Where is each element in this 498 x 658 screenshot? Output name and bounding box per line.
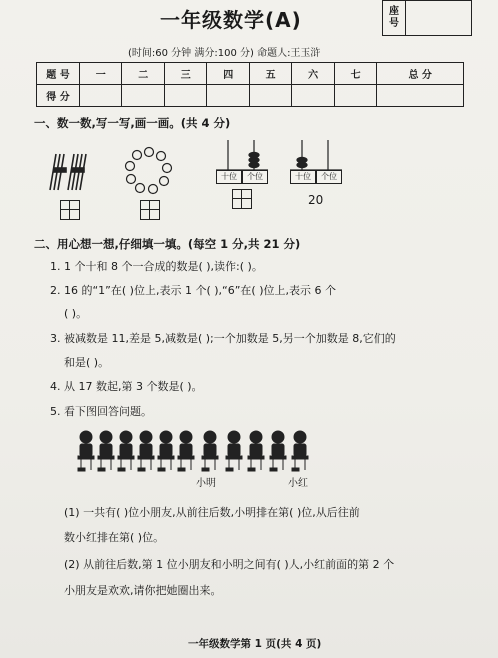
score-header-cell: 三 [164, 63, 206, 85]
section1-heading: 一、数一数,写一写,画一画。(共 4 分) [34, 116, 231, 130]
question-3-line1: 3. 被减数是 11,差是 5,减数是( );一个加数是 5,另一个加数是 8,它们的 [50, 332, 396, 345]
score-header-cell: 五 [249, 63, 291, 85]
score-header-cell: 六 [292, 63, 334, 85]
score-cell[interactable] [80, 85, 122, 107]
page-footer: 一年级数学第 1 页(共 4 页) [188, 638, 322, 650]
score-cell[interactable] [207, 85, 249, 107]
score-row-label: 得 分 [37, 85, 80, 107]
seat-label-line2: 号 [389, 18, 399, 29]
seat-label [383, 1, 406, 35]
question-2-line1: 2. 16 的“1”在( )位上,表示 1 个( ),“6”在( )位上,表示 6 个 [50, 284, 336, 297]
score-cell[interactable] [122, 85, 164, 107]
score-header-cell: 二 [122, 63, 164, 85]
page-title: 一年级数学(A) [160, 8, 302, 32]
seat-number-box[interactable] [382, 0, 472, 36]
abacus-left-ones-label: 个位 [242, 170, 268, 184]
score-cell[interactable] [377, 85, 464, 107]
question-4: 4. 从 17 数起,第 3 个数是( )。 [50, 380, 203, 393]
exam-info: (时间:60 分钟 满分:100 分) 命题人:王玉浒 [128, 48, 321, 59]
score-cell[interactable] [292, 85, 334, 107]
abacus-number: 20 [308, 193, 324, 207]
score-cell[interactable] [164, 85, 206, 107]
question-1: 1. 1 个十和 8 个一合成的数是( ),读作:( )。 [50, 260, 263, 273]
question-5-2-line2: 小朋友是欢欢,请你把她圈出来。 [64, 584, 222, 597]
label-xiaohong: 小红 [288, 478, 308, 489]
score-table [36, 62, 464, 107]
section2-heading: 二、用心想一想,仔细填一填。(每空 1 分,共 21 分) [34, 237, 301, 251]
abacus-right-ones-label: 个位 [316, 170, 342, 184]
label-xiaoming: 小明 [196, 478, 216, 489]
seat-label-line1: 座 [389, 6, 399, 17]
children-row-illustration [76, 428, 324, 474]
score-header-cell: 总 分 [377, 63, 464, 85]
question-2-line2: ( )。 [64, 307, 88, 320]
abacus-right-tens-label: 十位 [290, 170, 316, 184]
abacus-left-tens-label: 十位 [216, 170, 242, 184]
circle-ring-illustration [124, 146, 174, 196]
score-header-cell: 题 号 [37, 63, 80, 85]
question-5-2-line1: (2) 从前往后数,第 1 位小朋友和小明之间有( )人,小红前面的第 2 个 [64, 558, 395, 571]
score-cell[interactable] [249, 85, 291, 107]
question-5: 5. 看下图回答问题。 [50, 405, 152, 418]
score-cell[interactable] [334, 85, 376, 107]
answer-grid-2[interactable] [140, 200, 160, 220]
question-5-1-line1: (1) 一共有( )位小朋友,从前往后数,小明排在第( )位,从后往前 [64, 506, 360, 519]
question-5-1-line2: 数小红排在第( )位。 [64, 531, 165, 544]
answer-grid-1[interactable] [60, 200, 80, 220]
score-table-score-row [37, 85, 464, 107]
answer-grid-3[interactable] [232, 189, 252, 209]
score-table-header-row [37, 63, 464, 85]
stick-bundles-illustration [44, 150, 92, 194]
score-header-cell: 一 [80, 63, 122, 85]
score-header-cell: 四 [207, 63, 249, 85]
score-header-cell: 七 [334, 63, 376, 85]
question-3-line2: 和是( )。 [64, 356, 110, 369]
